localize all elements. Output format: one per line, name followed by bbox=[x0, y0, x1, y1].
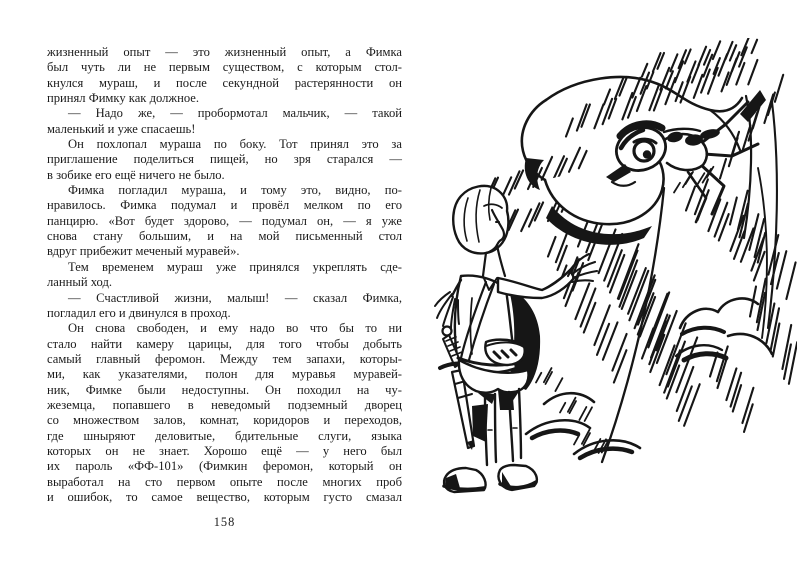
text-line: их пароль «ФФ-101» (Фимкин феромон, который он bbox=[47, 459, 402, 474]
text-line: жизненный опыт — это жизненный опыт, а Фимка bbox=[47, 45, 402, 59]
hatch-shading bbox=[474, 38, 797, 453]
text-line: приглашение поделиться пищей, но зря старался — bbox=[47, 152, 402, 167]
text-line: — Надо же, — пробормотал мальчик, — такой bbox=[68, 106, 402, 121]
text-line: принял Фимку как должное. bbox=[47, 91, 200, 106]
text-line: выработал на сто первом опыте после многих проб bbox=[47, 474, 402, 489]
text-line: со множеством залов, комнат, коридоров и переходов, bbox=[47, 413, 402, 428]
text-line: нравилось. Фимка подумал и провёл мелком по его bbox=[47, 198, 402, 213]
text-line: снова стану большим, и на мой письменный стол bbox=[47, 229, 402, 244]
text-line: панцирю. «Вот будет здорово, — подумал он, — я уже bbox=[47, 213, 402, 228]
text-line: которых он не знает. Хорошо ещё — у него был bbox=[47, 443, 402, 458]
text-line: ми, как указателями, полон для муравья муравей- bbox=[47, 367, 402, 382]
text-line: кнулся мураш, и после секундной растерянности он bbox=[47, 75, 402, 90]
text-line: был чуть ли не первым существом, с которым стол- bbox=[47, 60, 402, 75]
text-line: Он похлопал мураша по боку. Тот принял это за bbox=[68, 137, 402, 152]
text-line: ланный ход. bbox=[47, 275, 113, 290]
text-line: самый главный феромон. Между тем запахи, которы- bbox=[47, 351, 402, 366]
boy-belt-pouch bbox=[485, 340, 524, 365]
text-line: Фимка погладил мураша, и тому это, видно, по- bbox=[68, 183, 402, 198]
text-line: стало найти камеру царицы, для того чтобы добыть bbox=[47, 336, 402, 351]
illustration-boy-and-ant bbox=[428, 38, 797, 518]
boy-open-hand bbox=[568, 254, 597, 282]
text-line: — Счастливой жизни, малыш! — сказал Фимка, bbox=[68, 290, 402, 305]
text-line: и ошибок, то самое вещество, которым густо смазал bbox=[47, 489, 402, 504]
text-line: ник, Фимке были недоступны. Он походил на чу- bbox=[47, 382, 402, 397]
text-line: Он снова свободен, и ему надо во что бы то ни bbox=[68, 321, 402, 336]
text-line: Тем временем мураш уже принялся укреплять сде- bbox=[68, 259, 402, 274]
text-line: в зобике его ещё ничего не было. bbox=[47, 167, 225, 182]
text-line: жеземца, попавшего в неведомый подземный дворец bbox=[47, 397, 402, 412]
page-number: 158 bbox=[213, 515, 236, 529]
text-line: погладил его и двинулся в проход. bbox=[47, 305, 231, 320]
boy-shoes bbox=[444, 465, 537, 492]
page-text bbox=[47, 45, 402, 505]
text-line: где шныряют деловитые, бдительные слуги, языка bbox=[47, 428, 402, 443]
text-line: маленький и уже спасаешь! bbox=[47, 121, 196, 136]
text-line: вдруг прибежит меченый муравей». bbox=[47, 244, 240, 259]
